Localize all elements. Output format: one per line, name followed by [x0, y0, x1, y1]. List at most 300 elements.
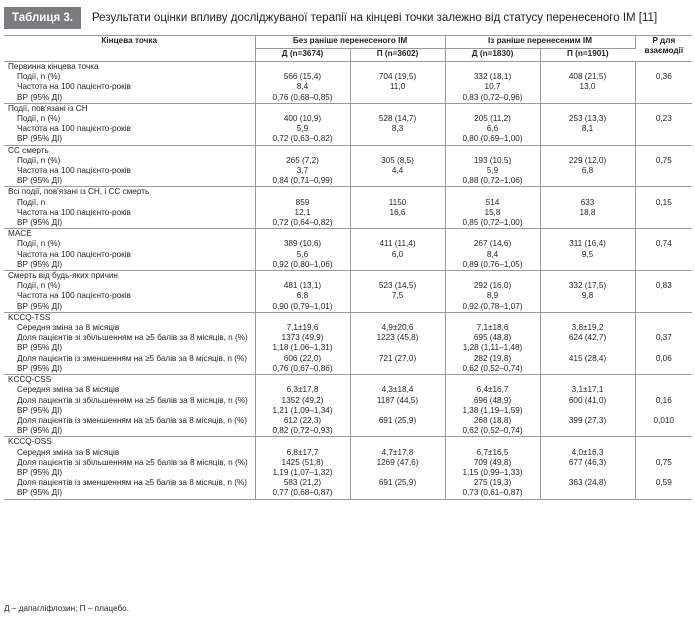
table-row	[4, 343, 692, 353]
table-row	[4, 72, 692, 82]
cell-p-interaction	[635, 176, 692, 187]
table-row	[4, 426, 692, 437]
cell-d-mi: 0,83 (0,72–0,96)	[445, 93, 540, 104]
cell-d-no-mi: 1373 (49,9)	[255, 333, 350, 343]
empty-cell	[635, 103, 692, 114]
cell-d-mi: 1,28 (1,11–1,48)	[445, 343, 540, 353]
empty-cell	[350, 271, 445, 282]
table-row	[4, 281, 692, 291]
empty-cell	[445, 103, 540, 114]
section-title: СС смерть	[4, 145, 255, 156]
cell-p-mi: 4,0±16,3	[540, 448, 635, 458]
cell-d-mi: 7,1±18,6	[445, 323, 540, 333]
cell-p-mi	[540, 426, 635, 437]
header-d-mi: Д (n=1830)	[445, 49, 540, 62]
cell-d-no-mi: 1,18 (1,06–1,31)	[255, 343, 350, 353]
empty-cell	[350, 312, 445, 323]
empty-cell	[255, 103, 350, 114]
empty-cell	[255, 375, 350, 386]
cell-p-no-mi: 6,0	[350, 250, 445, 260]
cell-p-mi: 415 (28,4)	[540, 354, 635, 364]
table-row	[4, 458, 692, 468]
empty-cell	[255, 271, 350, 282]
empty-cell	[540, 62, 635, 73]
row-label: ВР (95% ДІ)	[4, 176, 255, 187]
cell-d-mi: 1,38 (1,19–1,59)	[445, 406, 540, 416]
row-label: Події, n (%)	[4, 281, 255, 291]
row-label: Події, n (%)	[4, 114, 255, 124]
cell-p-interaction	[635, 323, 692, 333]
row-label: ВР (95% ДІ)	[4, 260, 255, 271]
cell-d-mi: 282 (19,8)	[445, 354, 540, 364]
cell-d-no-mi: 0,72 (0,64–0,82)	[255, 218, 350, 229]
section-title: Первинна кінцева точка	[4, 62, 255, 73]
cell-d-mi: 0,73 (0,61–0,87)	[445, 488, 540, 499]
empty-cell	[350, 145, 445, 156]
cell-d-no-mi: 612 (22,3)	[255, 416, 350, 426]
table-row	[4, 396, 692, 406]
cell-p-mi	[540, 488, 635, 499]
cell-p-mi: 633	[540, 198, 635, 208]
table-row	[4, 323, 692, 333]
empty-cell	[445, 271, 540, 282]
table-number-tag: Таблиця 3.	[4, 7, 81, 29]
cell-d-no-mi: 583 (21,2)	[255, 478, 350, 488]
cell-p-no-mi	[350, 218, 445, 229]
empty-cell	[350, 229, 445, 240]
row-label: Частота на 100 пацієнто-років	[4, 166, 255, 176]
table-row	[4, 354, 692, 364]
cell-p-mi: 253 (13,3)	[540, 114, 635, 124]
row-label: Доля пацієнтів зі збільшенням на ≥5 балів за 8 місяців, n (%)	[4, 333, 255, 343]
header-d-no-mi: Д (n=3674)	[255, 49, 350, 62]
table-row	[4, 218, 692, 229]
table-row	[4, 114, 692, 124]
cell-d-no-mi: 6,8±17,7	[255, 448, 350, 458]
empty-cell	[445, 437, 540, 448]
empty-cell	[350, 103, 445, 114]
empty-cell	[635, 62, 692, 73]
empty-cell	[255, 145, 350, 156]
cell-d-no-mi: 1,19 (1,07–1,32)	[255, 468, 350, 478]
row-label: Доля пацієнтів зі збільшенням на ≥5 балів за 8 місяців, n (%)	[4, 458, 255, 468]
header-p-interaction: Р для взаємодії	[635, 36, 692, 62]
cell-d-no-mi: 6,3±17,8	[255, 385, 350, 395]
cell-d-mi: 1,15 (0,99–1,33)	[445, 468, 540, 478]
cell-p-mi: 9,5	[540, 250, 635, 260]
cell-p-interaction	[635, 260, 692, 271]
empty-cell	[540, 103, 635, 114]
empty-cell	[540, 229, 635, 240]
cell-p-mi: 6,8	[540, 166, 635, 176]
empty-cell	[350, 62, 445, 73]
cell-p-mi: 600 (41,0)	[540, 396, 635, 406]
cell-p-no-mi: 11,0	[350, 82, 445, 92]
row-label: Доля пацієнтів зі збільшенням на ≥5 балів за 8 місяців, n (%)	[4, 396, 255, 406]
cell-p-mi	[540, 134, 635, 145]
cell-p-interaction	[635, 448, 692, 458]
empty-cell	[350, 375, 445, 386]
cell-d-mi: 696 (48,9)	[445, 396, 540, 406]
table-row	[4, 364, 692, 375]
cell-d-mi: 268 (18,8)	[445, 416, 540, 426]
cell-p-mi: 18,8	[540, 208, 635, 218]
cell-p-no-mi: 691 (25,9)	[350, 416, 445, 426]
empty-cell	[635, 271, 692, 282]
empty-cell	[540, 271, 635, 282]
cell-p-interaction	[635, 364, 692, 375]
header-group-no-mi: Без раніше перенесеного ІМ	[255, 36, 445, 49]
section-title-row	[4, 312, 692, 323]
cell-p-no-mi	[350, 468, 445, 478]
cell-d-no-mi: 1352 (49,2)	[255, 396, 350, 406]
cell-d-mi: 0,80 (0,69–1,00)	[445, 134, 540, 145]
cell-d-mi: 6,6	[445, 124, 540, 134]
row-label: ВР (95% ДІ)	[4, 488, 255, 499]
cell-p-mi	[540, 218, 635, 229]
cell-p-no-mi	[350, 134, 445, 145]
cell-p-interaction	[635, 343, 692, 353]
cell-d-mi: 275 (19,3)	[445, 478, 540, 488]
cell-p-mi	[540, 302, 635, 313]
cell-d-mi: 292 (16,0)	[445, 281, 540, 291]
cell-d-mi: 8,4	[445, 250, 540, 260]
cell-p-mi: 408 (21,5)	[540, 72, 635, 82]
cell-d-mi: 10,7	[445, 82, 540, 92]
empty-cell	[445, 145, 540, 156]
cell-d-no-mi: 0,76 (0,67–0,86)	[255, 364, 350, 375]
cell-p-no-mi: 721 (27,0)	[350, 354, 445, 364]
cell-p-no-mi	[350, 406, 445, 416]
cell-d-mi: 709 (49,8)	[445, 458, 540, 468]
cell-p-mi: 311 (16,4)	[540, 239, 635, 249]
cell-p-interaction: 0,37	[655, 333, 672, 343]
table-row	[4, 478, 692, 488]
empty-cell	[540, 187, 635, 198]
cell-p-mi	[540, 260, 635, 271]
cell-p-interaction: 0,75	[655, 155, 672, 165]
section-title-row	[4, 375, 692, 386]
cell-p-interaction	[635, 218, 692, 229]
empty-cell	[445, 229, 540, 240]
cell-p-no-mi: 523 (14,5)	[350, 281, 445, 291]
empty-cell	[255, 187, 350, 198]
empty-cell	[350, 187, 445, 198]
empty-cell	[635, 187, 692, 198]
cell-p-no-mi: 411 (11,4)	[350, 239, 445, 249]
cell-p-mi: 332 (17,5)	[540, 281, 635, 291]
table-header	[0, 4, 695, 32]
cell-p-interaction	[635, 82, 692, 92]
table-row	[4, 124, 692, 134]
cell-d-mi: 0,89 (0,76–1,05)	[445, 260, 540, 271]
table-row	[4, 134, 692, 145]
cell-d-no-mi: 0,92 (0,80–1,06)	[255, 260, 350, 271]
cell-p-mi: 9,8	[540, 291, 635, 301]
cell-d-no-mi: 400 (10,9)	[255, 114, 350, 124]
table-row	[4, 198, 692, 208]
cell-p-interaction	[635, 134, 692, 145]
section-title-row	[4, 437, 692, 448]
cell-d-no-mi: 606 (22,0)	[255, 354, 350, 364]
row-label: Середня зміна за 8 місяців	[4, 385, 255, 395]
cell-d-mi: 0,88 (0,72–1,06)	[445, 176, 540, 187]
row-label: Доля пацієнтів із зменшенням на ≥5 балів за 8 місяців, n (%)	[4, 416, 255, 426]
cell-p-no-mi	[350, 343, 445, 353]
section-title-row	[4, 229, 692, 240]
table-title: Результати оцінки впливу досліджуваної терапії на кінцеві точки залежно від статусу перенесеного ІМ [11]	[92, 12, 658, 24]
cell-p-interaction	[635, 93, 692, 104]
table-row	[4, 250, 692, 260]
row-label: ВР (95% ДІ)	[4, 93, 255, 104]
row-label: ВР (95% ДІ)	[4, 426, 255, 437]
table-row	[4, 291, 692, 301]
table-row	[4, 82, 692, 92]
cell-p-no-mi	[350, 93, 445, 104]
cell-d-no-mi: 7,1±19,6	[255, 323, 350, 333]
empty-cell	[255, 229, 350, 240]
cell-d-no-mi: 0,72 (0,63–0,82)	[255, 134, 350, 145]
cell-p-mi: 3,8±19,2	[540, 323, 635, 333]
section-title: Смерть від будь-яких причин	[4, 271, 255, 282]
empty-cell	[635, 145, 692, 156]
cell-d-no-mi: 389 (10,6)	[255, 239, 350, 249]
table-row	[4, 176, 692, 187]
cell-p-no-mi	[350, 260, 445, 271]
cell-d-no-mi: 481 (13,1)	[255, 281, 350, 291]
empty-cell	[635, 375, 692, 386]
cell-d-no-mi: 859	[255, 198, 350, 208]
cell-p-mi: 399 (27,3)	[540, 416, 635, 426]
cell-p-mi	[540, 343, 635, 353]
cell-p-no-mi: 704 (19,5)	[350, 72, 445, 82]
cell-p-interaction	[635, 291, 692, 301]
cell-d-no-mi: 0,76 (0,68–0,85)	[255, 93, 350, 104]
cell-d-no-mi: 12,1	[255, 208, 350, 218]
row-label: Доля пацієнтів із зменшенням на ≥5 балів за 8 місяців, n (%)	[4, 354, 255, 364]
row-label: ВР (95% ДІ)	[4, 218, 255, 229]
table-row	[4, 488, 692, 499]
row-label: ВР (95% ДІ)	[4, 406, 255, 416]
cell-d-no-mi: 5,6	[255, 250, 350, 260]
cell-p-interaction: 0,15	[655, 197, 672, 207]
cell-p-no-mi: 4,3±18,4	[350, 385, 445, 395]
cell-d-no-mi: 0,77 (0,68–0,87)	[255, 488, 350, 499]
cell-p-mi	[540, 364, 635, 375]
cell-d-no-mi: 0,82 (0,72–0,93)	[255, 426, 350, 437]
cell-p-interaction: 0,23	[655, 114, 672, 124]
cell-p-interaction	[635, 250, 692, 260]
cell-p-no-mi	[350, 176, 445, 187]
empty-cell	[635, 437, 692, 448]
cell-d-mi: 0,85 (0,72–1,00)	[445, 218, 540, 229]
empty-cell	[445, 375, 540, 386]
cell-d-mi: 332 (18,1)	[445, 72, 540, 82]
table-row	[4, 239, 692, 249]
section-title-row	[4, 187, 692, 198]
section-title-row	[4, 145, 692, 156]
cell-p-no-mi: 4,4	[350, 166, 445, 176]
header-p-no-mi: П (n=3602)	[350, 49, 445, 62]
cell-p-no-mi	[350, 426, 445, 437]
cell-p-no-mi: 7,5	[350, 291, 445, 301]
cell-d-mi: 8,9	[445, 291, 540, 301]
cell-d-no-mi: 6,8	[255, 291, 350, 301]
section-title-row	[4, 271, 692, 282]
row-label: ВР (95% ДІ)	[4, 468, 255, 478]
cell-p-interaction	[635, 124, 692, 134]
cell-d-no-mi: 0,84 (0,71–0,99)	[255, 176, 350, 187]
cell-d-mi: 0,92 (0,78–1,07)	[445, 302, 540, 313]
cell-p-mi	[540, 93, 635, 104]
table-row	[4, 156, 692, 166]
section-title: MACE	[4, 229, 255, 240]
footnote: Д – дапагліфлозин; П – плацебо.	[4, 604, 129, 613]
header-endpoint: Кінцева точка	[4, 36, 255, 62]
empty-cell	[255, 437, 350, 448]
cell-p-no-mi: 305 (8,5)	[350, 156, 445, 166]
row-label: ВР (95% ДІ)	[4, 364, 255, 375]
empty-cell	[445, 187, 540, 198]
cell-p-mi	[540, 406, 635, 416]
cell-p-interaction	[635, 208, 692, 218]
cell-p-mi	[540, 176, 635, 187]
row-label: Частота на 100 пацієнто-років	[4, 82, 255, 92]
empty-cell	[445, 62, 540, 73]
table-row	[4, 208, 692, 218]
cell-d-mi: 0,62 (0,52–0,74)	[445, 364, 540, 375]
cell-p-mi: 8,1	[540, 124, 635, 134]
cell-p-mi: 624 (42,7)	[540, 333, 635, 343]
cell-d-no-mi: 265 (7,2)	[255, 156, 350, 166]
cell-p-no-mi: 1150	[350, 198, 445, 208]
table-row	[4, 468, 692, 478]
results-table	[4, 35, 692, 500]
cell-p-interaction: 0,06	[655, 353, 672, 363]
cell-p-mi: 3,1±17,1	[540, 385, 635, 395]
row-label: Середня зміна за 8 місяців	[4, 323, 255, 333]
header-p-mi: П (n=1901)	[540, 49, 635, 62]
section-title: Всі події, пов'язані із СН, і СС смерть	[4, 187, 255, 198]
section-title: KCCQ-TSS	[4, 312, 255, 323]
cell-d-no-mi: 1425 (51,8)	[255, 458, 350, 468]
empty-cell	[445, 312, 540, 323]
table-row	[4, 166, 692, 176]
cell-d-mi: 514	[445, 198, 540, 208]
cell-p-no-mi: 16,6	[350, 208, 445, 218]
table-body	[4, 62, 692, 500]
header-group-mi: Із раніше перенесеним ІМ	[445, 36, 635, 49]
empty-cell	[540, 145, 635, 156]
cell-p-no-mi: 8,3	[350, 124, 445, 134]
cell-p-mi: 13,0	[540, 82, 635, 92]
cell-d-mi: 205 (11,2)	[445, 114, 540, 124]
cell-p-no-mi: 528 (14,7)	[350, 114, 445, 124]
empty-cell	[635, 229, 692, 240]
empty-cell	[540, 437, 635, 448]
cell-p-no-mi	[350, 302, 445, 313]
table-row	[4, 406, 692, 416]
cell-p-interaction	[635, 166, 692, 176]
table-row	[4, 416, 692, 426]
cell-p-interaction: 0,59	[655, 478, 672, 488]
empty-cell	[635, 312, 692, 323]
cell-d-no-mi: 5,9	[255, 124, 350, 134]
cell-d-no-mi: 3,7	[255, 166, 350, 176]
cell-d-mi: 193 (10,5)	[445, 156, 540, 166]
cell-p-no-mi	[350, 488, 445, 499]
cell-p-no-mi: 691 (25,9)	[350, 478, 445, 488]
row-label: Події, n (%)	[4, 239, 255, 249]
row-label: Події, n (%)	[4, 156, 255, 166]
row-label: Події, n (%)	[4, 72, 255, 82]
cell-d-no-mi: 566 (15,4)	[255, 72, 350, 82]
cell-p-interaction	[635, 385, 692, 395]
empty-cell	[350, 437, 445, 448]
section-title: KCCQ-OSS	[4, 437, 255, 448]
cell-p-interaction	[635, 302, 692, 313]
cell-p-no-mi: 1269 (47,6)	[350, 458, 445, 468]
row-label: Доля пацієнтів із зменшенням на ≥5 балів за 8 місяців, n (%)	[4, 478, 255, 488]
empty-cell	[540, 312, 635, 323]
table-row	[4, 448, 692, 458]
cell-p-interaction: 0,010	[653, 415, 675, 425]
cell-p-no-mi: 1187 (44,5)	[350, 396, 445, 406]
empty-cell	[540, 375, 635, 386]
row-label: Події, n	[4, 198, 255, 208]
cell-p-interaction	[635, 488, 692, 499]
cell-d-mi: 15,8	[445, 208, 540, 218]
table-row	[4, 260, 692, 271]
cell-d-no-mi: 8,4	[255, 82, 350, 92]
cell-p-interaction: 0,74	[655, 239, 672, 249]
cell-d-no-mi: 0,90 (0,79–1,01)	[255, 302, 350, 313]
cell-p-interaction: 0,83	[655, 281, 672, 291]
table-row	[4, 302, 692, 313]
row-label: Частота на 100 пацієнто-років	[4, 291, 255, 301]
cell-d-mi: 5,9	[445, 166, 540, 176]
cell-d-mi: 695 (48,8)	[445, 333, 540, 343]
section-title: KCCQ-CSS	[4, 375, 255, 386]
cell-p-interaction	[635, 468, 692, 478]
cell-p-interaction: 0,36	[655, 72, 672, 82]
cell-p-no-mi	[350, 364, 445, 375]
cell-p-mi: 229 (12,0)	[540, 156, 635, 166]
row-label: ВР (95% ДІ)	[4, 134, 255, 145]
cell-p-mi	[540, 468, 635, 478]
cell-p-mi: 677 (46,3)	[540, 458, 635, 468]
table-row	[4, 385, 692, 395]
empty-cell	[255, 62, 350, 73]
row-label: ВР (95% ДІ)	[4, 302, 255, 313]
empty-cell	[255, 312, 350, 323]
table-row	[4, 93, 692, 104]
cell-d-no-mi: 1,21 (1,09–1,34)	[255, 406, 350, 416]
row-label: Частота на 100 пацієнто-років	[4, 124, 255, 134]
cell-p-interaction	[635, 406, 692, 416]
cell-d-mi: 267 (14,6)	[445, 239, 540, 249]
section-title-row	[4, 103, 692, 114]
row-label: Частота на 100 пацієнто-років	[4, 208, 255, 218]
table-row	[4, 333, 692, 343]
row-label: ВР (95% ДІ)	[4, 343, 255, 353]
cell-d-mi: 0,62 (0,52–0,74)	[445, 426, 540, 437]
cell-p-interaction: 0,75	[655, 457, 672, 467]
row-label: Частота на 100 пацієнто-років	[4, 250, 255, 260]
section-title: Події, пов'язані із СН	[4, 103, 255, 114]
cell-p-no-mi: 4,9±20,6	[350, 323, 445, 333]
cell-d-mi: 6,7±16,5	[445, 448, 540, 458]
